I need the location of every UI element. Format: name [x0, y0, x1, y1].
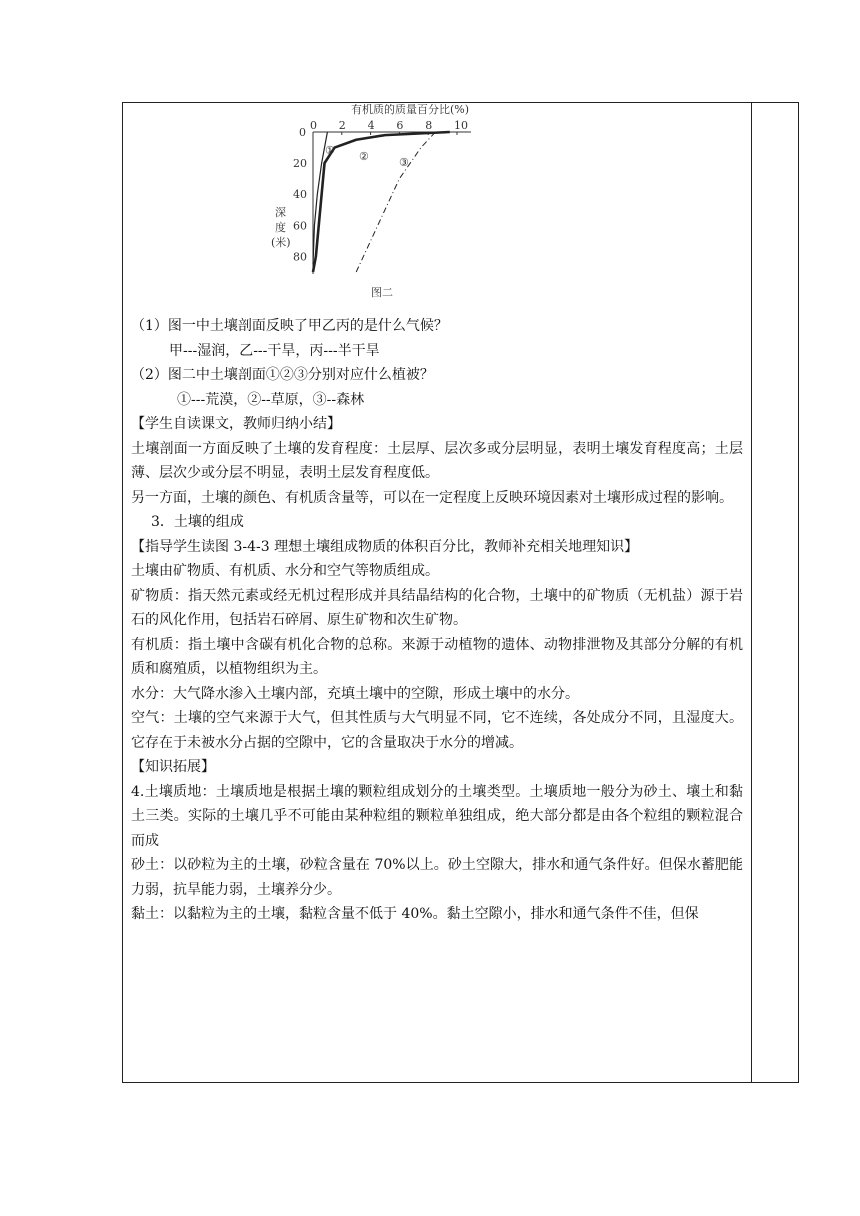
- question-1: （1）图一中土壤剖面反映了甲乙丙的是什么气候？: [131, 318, 448, 334]
- paragraph-soil-profile-2: 另一方面，土壤的颜色、有机质含量等，可以在一定程度上反映环境因素对土壤形成过程的影响。: [131, 489, 733, 506]
- answer-2: ①---荒漠，②--草原，③--森林: [177, 391, 365, 408]
- x-tick-label: 2: [338, 119, 346, 132]
- y-tick-label: 40: [293, 188, 307, 202]
- paragraph-soil-texture: 4.土壤质地：土壤质地是根据土壤的颗粒组成划分的土壤类型。土壤质地一般分为砂土、壤土和黏土三类。实际的土壤几乎不可能由某种粒组的颗粒单独组成，绝大部分都是由各个粒组的颗粒混合而成: [131, 783, 743, 849]
- figure-caption: 图二: [371, 286, 393, 299]
- question-2: （2）图二中土壤剖面①②③分别对应什么植被？: [131, 367, 434, 383]
- x-axis-title: 有机质的质量百分比(%): [351, 104, 470, 116]
- curve-label-1: ①: [325, 144, 335, 157]
- paragraph-water: 水分：大气降水渗入土壤内部，充填土壤中的空隙，形成土壤中的水分。: [131, 685, 579, 702]
- figure-soil-organic-matter: [131, 104, 743, 314]
- organic-matter-depth-chart: [271, 104, 531, 284]
- paragraph-minerals: 矿物质：指天然元素或经无机过程形成并具结晶结构的化合物，土壤中的矿物质（无机盐）源于岩石的风化作用，包括岩石碎屑、原生矿物和次生矿物。: [131, 587, 743, 628]
- curve-label-2: ②: [359, 150, 369, 163]
- paragraph-organic-matter: 有机质：指土壤中含碳有机化合物的总称。来源于动植物的遗体、动物排泄物及其部分分解的有机质和腐殖质，以植物组织为主。: [131, 636, 743, 677]
- paragraph-soil-profile-1: 土壤剖面一方面反映了土壤的发育程度：土层厚、层次多或分层明显，表明土壤发育程度高；土层薄、层次少或分层不明显，表明土层发育程度低。: [131, 440, 743, 481]
- y-tick-label: 0: [299, 126, 306, 139]
- y-tick-label: 60: [293, 219, 307, 233]
- answer-1: 甲---湿润，乙---干旱，丙---半干旱: [169, 342, 380, 359]
- section-heading-3: 3．土壤的组成: [151, 514, 244, 530]
- x-tick-label: 6: [396, 119, 404, 132]
- x-tick-label: 10: [454, 119, 468, 132]
- heading-self-study: 【学生自读课文，教师归纳小结】: [131, 416, 341, 432]
- side-column-cell: [750, 102, 799, 1083]
- y-axis-title-1: 深: [275, 206, 286, 219]
- document-body: [131, 104, 743, 927]
- x-tick-label: 4: [367, 119, 375, 132]
- paragraph-clay-soil: 黏土：以黏粒为主的土壤，黏粒含量不低于 40%。黏土空隙小，排水和通气条件不佳，但保: [131, 906, 699, 922]
- y-tick-label: 20: [293, 157, 307, 171]
- curve-label-3: ③: [399, 156, 409, 169]
- x-tick-label: 8: [425, 119, 433, 132]
- heading-knowledge-extension: 【知识拓展】: [131, 759, 215, 775]
- paragraph-air: 空气：土壤的空气来源于大气，但其性质与大气明显不同，它不连续，各处成分不同，且湿度大。它存在于未被水分占据的空隙中，它的含量取决于水分的增减。: [131, 710, 743, 751]
- paragraph-sandy-soil: 砂土：以砂粒为主的土壤，砂粒含量在 70%以上。砂土空隙大，排水和通气条件好。但保水蓄肥能力弱，抗旱能力弱，土壤养分少。: [131, 857, 743, 898]
- heading-guide-reading: 【指导学生读图 3-4-3 理想土壤组成物质的体积百分比，教师补充相关地理知识】: [131, 538, 639, 555]
- y-axis-title-3: (米): [271, 236, 291, 249]
- y-tick-label: 80: [293, 250, 307, 264]
- y-axis-title-2: 度: [275, 221, 286, 234]
- x-tick-label: 0: [310, 119, 317, 132]
- paragraph-composition: 土壤由矿物质、有机质、水分和空气等物质组成。: [131, 563, 439, 579]
